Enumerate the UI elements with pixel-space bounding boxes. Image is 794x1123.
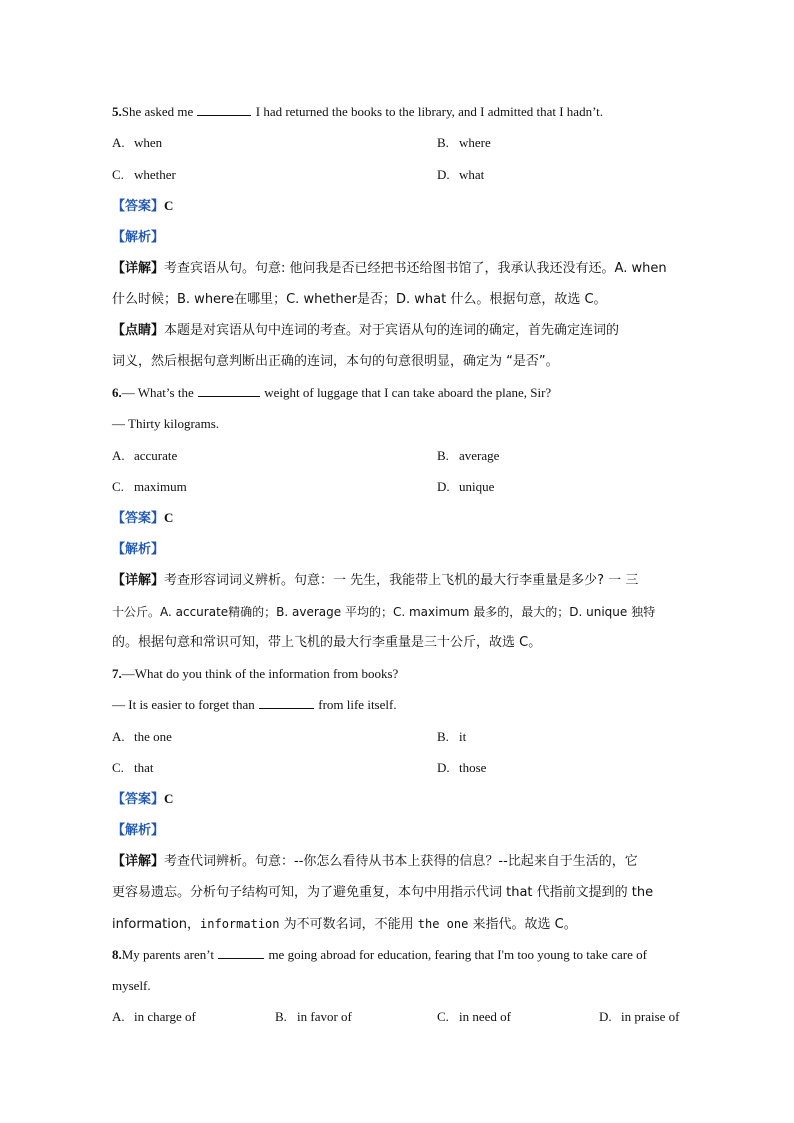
analysis-tag: 【解析】 (112, 823, 165, 838)
question-number: 6. (112, 385, 122, 400)
question-6-reply: — Thirty kilograms. (112, 416, 220, 431)
detail-line: 【详解】考查宾语从句。句意: 他问我是否已经把书还给图书馆了，我承认我还没有还。A. when (112, 261, 667, 276)
tip-line: 词义，然后根据句意判断出正确的连词，本句的句意很明显，确定为 “是否”。 (112, 354, 559, 369)
answer-blank (259, 696, 314, 709)
analysis-line (112, 821, 164, 840)
detail-line: 更容易遗忘。分析句子结构可知，为了避免重复，本句中用指示代词 that 代指前文提到的 the (112, 885, 654, 900)
stem-text: She asked me (121, 104, 194, 119)
option-d: D. in praise of (599, 1009, 680, 1024)
stem-text: I had returned the books to the library, and I admitted that I hadn’t. (255, 104, 604, 119)
answer-tag: 【答案】 (112, 511, 165, 526)
answer-blank (218, 946, 264, 959)
tip-tag: 【点睛】 (112, 323, 165, 338)
question-5-stem (112, 103, 603, 121)
question-number: 7. (112, 666, 122, 681)
stem-text: — What’s the (121, 385, 194, 400)
answer-tag: 【答案】 (112, 199, 165, 214)
detail-tag: 【详解】 (112, 261, 165, 276)
answer-line (112, 790, 173, 809)
answer-tag: 【答案】 (112, 792, 165, 807)
analysis-tag: 【解析】 (112, 230, 165, 245)
detail-line: information，information 为不可数名词，不能用 the one 来指代。故选 C。 (112, 917, 577, 932)
question-8-stem-cont: myself. (112, 978, 151, 993)
question-7-stem (112, 665, 398, 683)
option-a: A. the one (112, 729, 172, 744)
option-b: B. in favor of (275, 1009, 352, 1024)
stem-text: —What do you think of the information from books? (121, 666, 399, 681)
tip-line: 【点睛】本题是对宾语从句中连词的考查。对于宾语从句的连词的确定，首先确定连词的 (112, 323, 620, 338)
option-d: D. unique (437, 479, 495, 494)
option-d: D. what (437, 167, 485, 182)
option-b: B. where (437, 135, 491, 150)
option-d: D. those (437, 760, 487, 775)
option-b: B. average (437, 448, 500, 463)
question-number: 8. (112, 947, 122, 962)
option-a: A. in charge of (112, 1009, 196, 1024)
option-c: C. that (112, 760, 154, 775)
answer-value: C (164, 198, 174, 213)
answer-line (112, 509, 173, 528)
answer-value: C (164, 791, 174, 806)
analysis-line (112, 540, 164, 559)
question-number: 5. (112, 104, 122, 119)
option-a: A. when (112, 135, 163, 150)
detail-tag: 【详解】 (112, 573, 165, 588)
stem-text: weight of luggage that I can take aboard the plane, Sir? (264, 385, 552, 400)
question-6-stem (112, 384, 551, 402)
detail-line: 十公斤。A. accurate精确的；B. average 平均的；C. maximum 最多的，最大的；D. unique 独特 (112, 605, 656, 619)
answer-blank (197, 103, 251, 116)
option-c: C. whether (112, 167, 176, 182)
detail-line: 【详解】考查形容词词义辨析。句意：一 先生，我能带上飞机的最大行李重量是多少? 一 三 (112, 573, 639, 588)
answer-blank (198, 384, 260, 397)
stem-text: me going abroad for education, fearing that I'm too young to take care of (268, 947, 647, 962)
question-7-reply: — It is easier to forget than from life itself. (112, 697, 397, 712)
analysis-tag: 【解析】 (112, 542, 165, 557)
answer-line (112, 197, 173, 216)
detail-line: 【详解】考查代词辨析。句意：--你怎么看待从书本上获得的信息？--比起来自于生活的，它 (112, 854, 638, 869)
stem-text: My parents aren’t (121, 947, 214, 962)
detail-line: 的。根据句意和常识可知，带上飞机的最大行李重量是三十公斤，故选 C。 (112, 635, 542, 650)
analysis-line (112, 228, 164, 247)
question-8-stem (112, 946, 647, 964)
detail-line: 什么时候；B. where在哪里；C. whether是否；D. what 什么。根据句意，故选 C。 (112, 292, 607, 307)
option-c: C. in need of (437, 1009, 511, 1024)
answer-value: C (164, 510, 174, 525)
detail-tag: 【详解】 (112, 854, 165, 869)
option-b: B. it (437, 729, 467, 744)
option-a: A. accurate (112, 448, 178, 463)
option-c: C. maximum (112, 479, 187, 494)
